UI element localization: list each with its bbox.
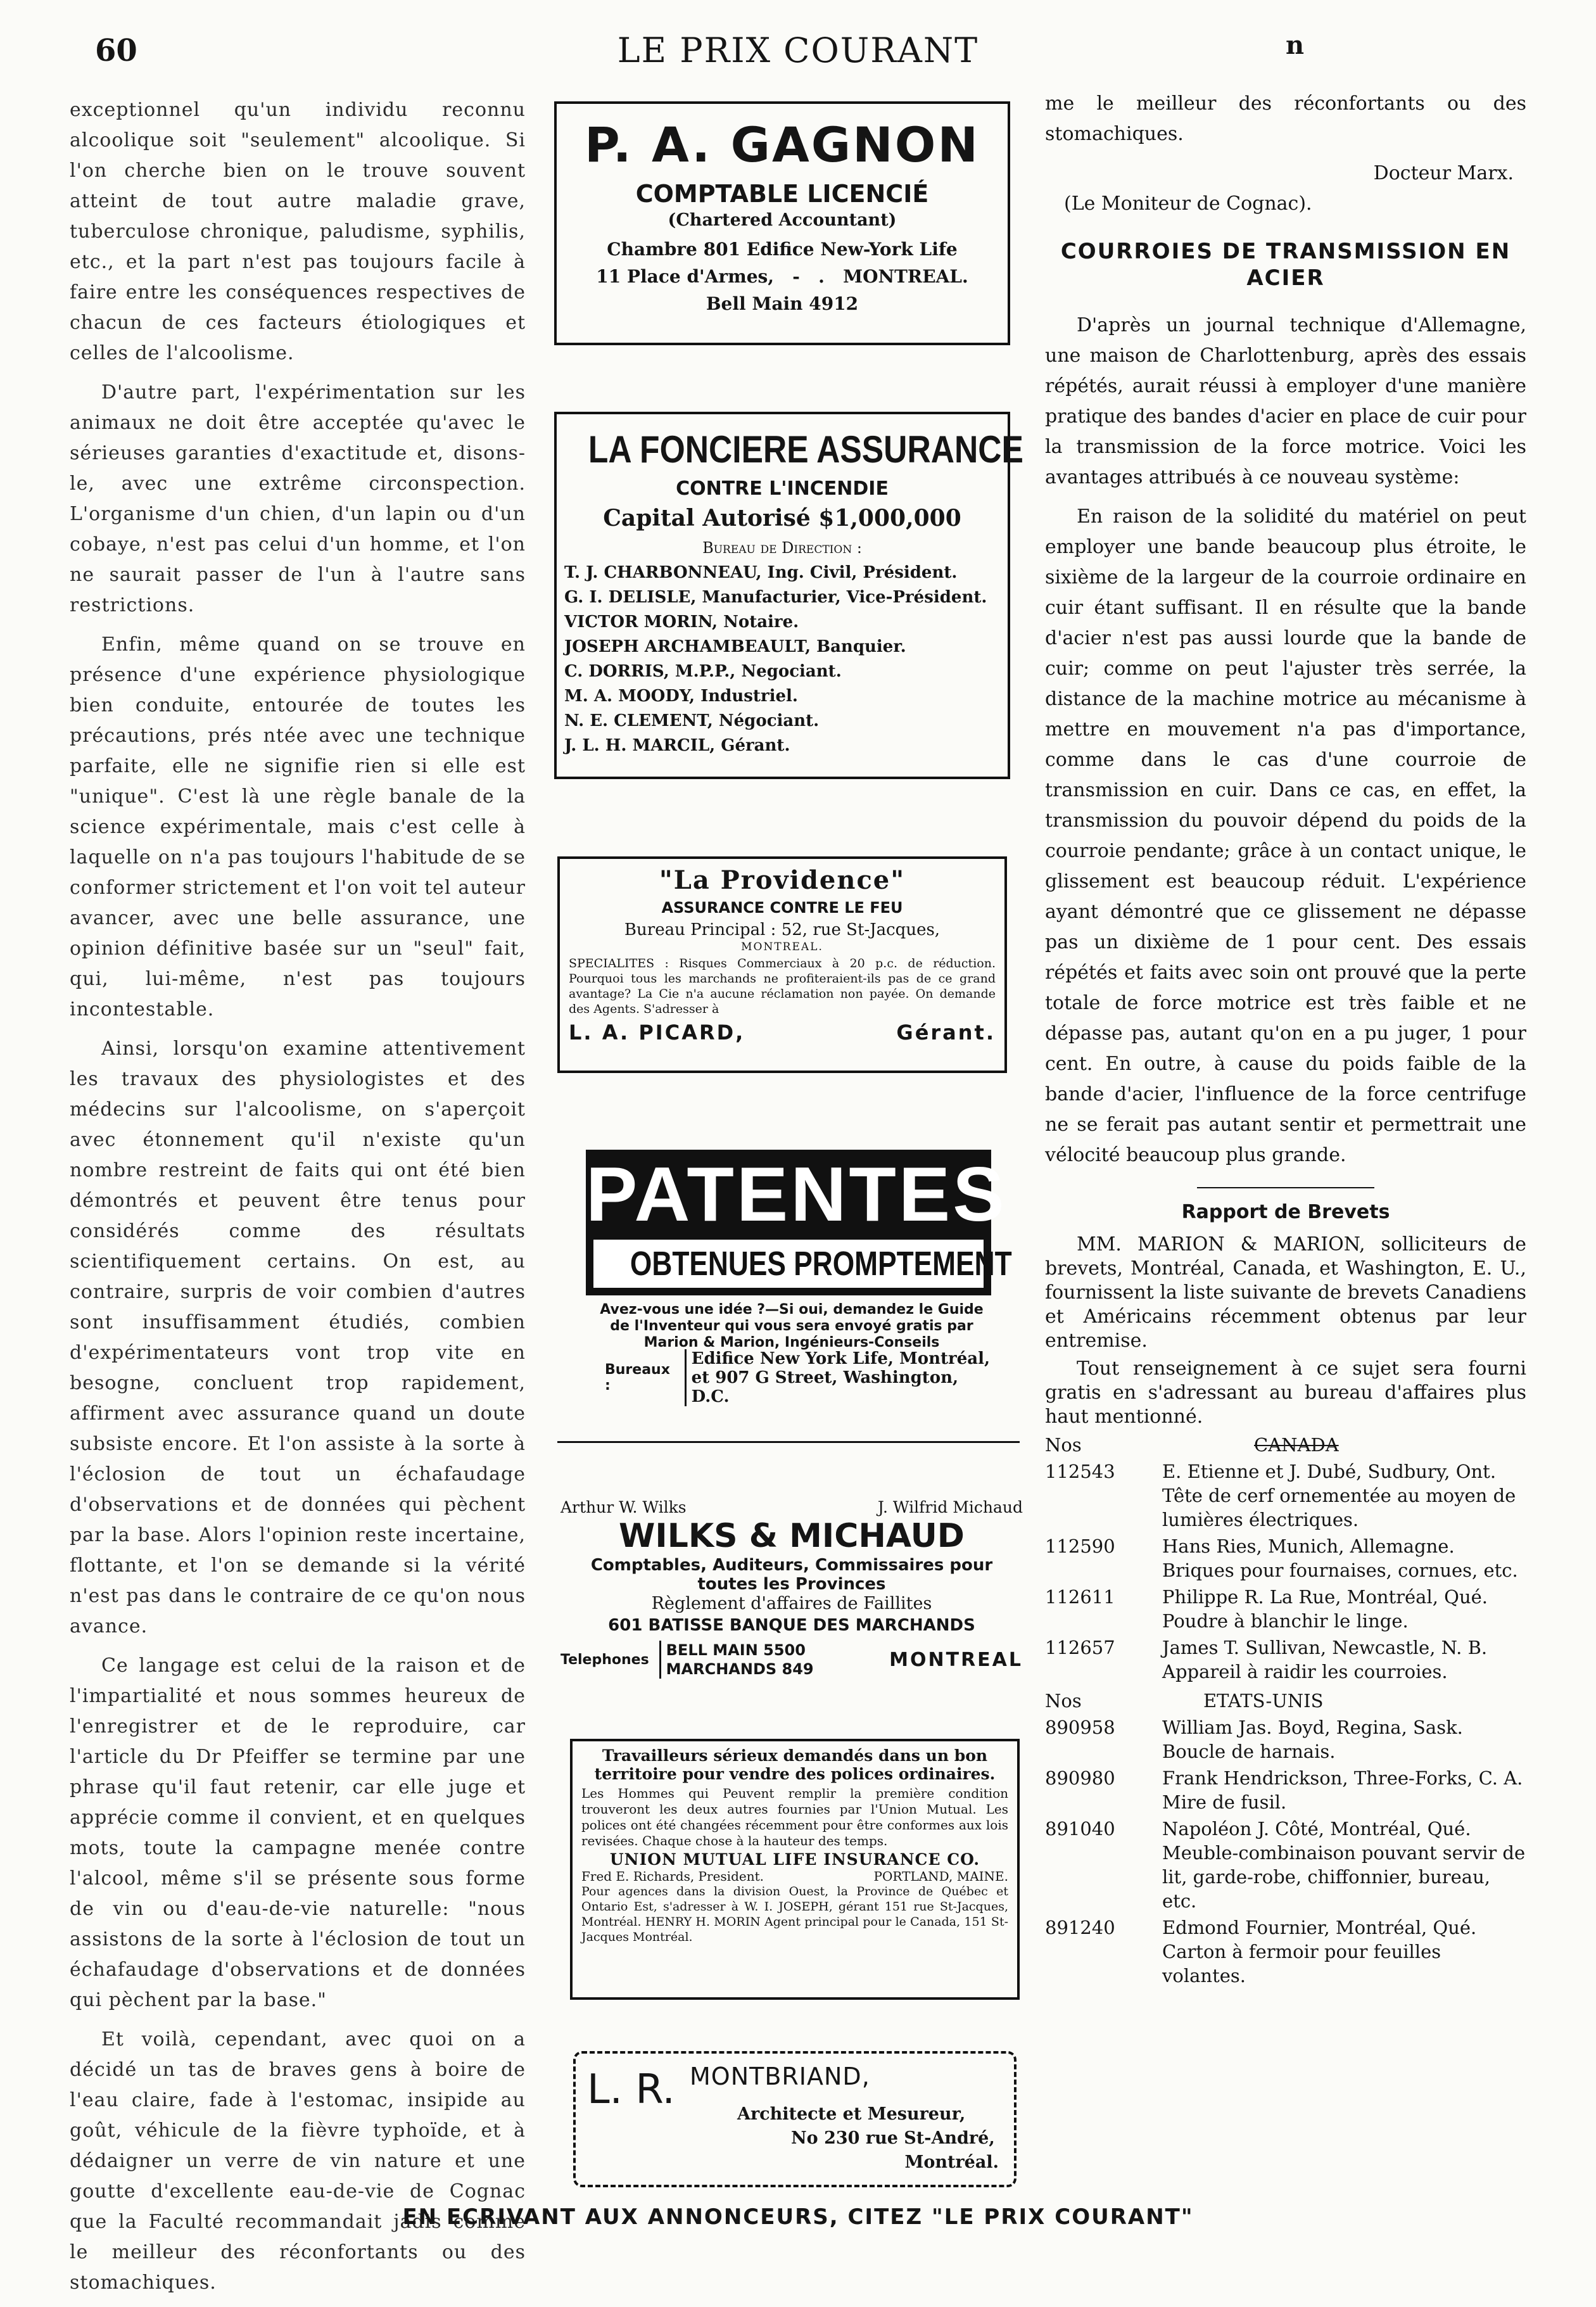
paragraph: me le meilleur des réconfortants ou des stomachiques. xyxy=(1045,92,1526,145)
patent-description: Frank Hendrickson, Three-Forks, C. A. Mire de fusil. xyxy=(1162,1767,1523,1813)
ad-location: PORTLAND, MAINE. xyxy=(873,1869,1008,1884)
patent-entry xyxy=(1045,1459,1526,1532)
article-heading: COURROIES DE TRANSMISSION EN ACIER xyxy=(1060,239,1511,291)
paragraph: Et voilà, cependant, avec quoi on a décidé un tas de braves gens à boire de l'eau claire, fade à l'estomac, insipide au goût, véhicule de la fièvre typhoïde, et à dédaigner un verre de vin nature et une goutte d'excellente eau-de-vie de Cognac que la Faculté recommandait jadis comme le meilleur des réconfortants ou des stomachiques. xyxy=(70,2028,526,2294)
ad-union-mutual xyxy=(570,1739,1020,2000)
ad-name: MONTBRIAND, xyxy=(690,2062,870,2090)
patent-entry xyxy=(1045,1766,1526,1814)
patent-number: 891040 xyxy=(1045,1818,1115,1840)
paragraph: exceptionnel qu'un individu reconnu alcoolique soit "seulement" alcoolique. Si l'on cherche bien on le trouve souvent atteint de tout autre maladie grave, tuberculose chronique, paludisme, syphilis, etc., et la part n'est pas toujours facile à faire entre les conséquences respectives de chacun de ces facteurs étiologiques et celles de l'alcoolisme. xyxy=(70,99,526,364)
nos-label: Nos xyxy=(1045,1434,1082,1456)
ad-name: LA FONCIERE ASSURANCE xyxy=(588,428,1023,471)
patent-entry xyxy=(1045,1916,1526,1988)
ad-initials: L. R. xyxy=(587,2066,675,2113)
patent-number: 112590 xyxy=(1045,1535,1115,1557)
ad-name: P. A. GAGNON xyxy=(584,117,980,173)
paragraph: D'autre part, l'expérimentation sur les animaux ne doit être acceptée qu'avec le sérieuses garanties d'exactitude et, disons-le, avec une extrême circonspection. L'organisme d'un chien, d'un lapin ou d'un cobaye, n'est pas celui d'un homme, et l'on ne saurait passer de l'un à l'autre sans restrictions. xyxy=(70,381,526,616)
director-entry: C. DORRIS, M.P.P., Negociant. xyxy=(564,662,842,681)
ad-company: UNION MUTUAL LIFE INSURANCE CO. xyxy=(609,1850,980,1869)
page-mark: n xyxy=(1286,30,1305,60)
ad-name: "La Providence" xyxy=(659,865,906,895)
patent-entry xyxy=(1045,1534,1526,1582)
director-entry: M. A. MOODY, Industriel. xyxy=(564,687,798,706)
patent-description: Hans Ries, Munich, Allemagne. Briques pour fournaises, cornues, etc. xyxy=(1162,1535,1518,1581)
page-number: 60 xyxy=(95,33,137,68)
paragraph: D'après un journal technique d'Allemagne, une maison de Charlottenburg, après des essais répétés, aurait réussi à employer d'une manière pratique des bandes d'acier en place de cuir pour la transmission de la force motrice. Voici les avantages attribués à ce nouveau système: xyxy=(1045,314,1526,488)
patentes-text: Avez-vous une idée ?—Si oui, demandez le Guide de l'Inventeur qui vous sera envoyé gratis par Marion & Marion, Ingénieurs-Conseils xyxy=(600,1302,984,1351)
tel-1: BELL MAIN 5500 xyxy=(666,1641,806,1659)
patent-description: Napoléon J. Côté, Montréal, Qué. Meuble-combinaison pouvant servir de lit, garde-robe, chiffonnier, bureau, etc. xyxy=(1162,1818,1526,1912)
page-header xyxy=(0,28,1596,79)
ad-city: MONTREAL. xyxy=(741,941,823,953)
patentes-banner xyxy=(586,1150,1012,1295)
director-entry: J. L. H. MARCIL, Gérant. xyxy=(564,736,790,755)
right-column xyxy=(1045,89,1526,1990)
ad-line: Architecte et Mesureur, xyxy=(737,2104,966,2124)
ad-address: 601 BATISSE BANQUE DES MARCHANDS xyxy=(608,1616,975,1635)
bureaux-label: Bureaux : xyxy=(605,1362,670,1394)
bureaux-address-2: et 907 G Street, Washington, D.C. xyxy=(691,1368,959,1406)
paragraph: Ainsi, lorsqu'on examine attentivement les travaux des physiologistes et des médecins sur l'alcoolisme, on s'aperçoit avec étonnement qu'il n'existe qu'un nombre restreint de faits qui ont été bien démontrés et peuvent être tenus pour considérés comme des résultats scientifiquement certains. On est, au contraire, surpris de voir combien d'autres sont insuffisamment étudiés, combien d'expérimentateurs vont trop vite en besogne, concluent trop rapidement, affirment avec assurance quand un doute subsiste encore. Et l'on assiste à la sorte à l'éclosion de tout un échafaudage d'observations et de données qui pèchent par la base. Alors l'opinion reste incertaine, flottante, et l'on se demande si la vérité n'est pas dans le contraire de ce qu'on nous avance. xyxy=(70,1038,526,1637)
tel-label: Telephones xyxy=(560,1651,649,1668)
signature-title: Gérant. xyxy=(896,1020,996,1045)
ad-montbriand xyxy=(573,2051,1016,2187)
ad-fonciere xyxy=(554,412,1023,779)
partner-right: J. Wilfrid Michaud xyxy=(877,1498,1023,1516)
ad-name: WILKS & MICHAUD xyxy=(619,1517,965,1555)
patent-number: 890980 xyxy=(1045,1767,1115,1789)
ad-address: Chambre 801 Edifice New-York Life xyxy=(607,239,958,260)
brevets-note: Tout renseignement à ce sujet sera fourni gratis en s'adressant au bureau d'affaires plus haut mentionné. xyxy=(1045,1357,1526,1428)
director-entry: N. E. CLEMENT, Négociant. xyxy=(564,711,820,730)
brevets-intro: MM. MARION & MARION, solliciteurs de brevets, Montréal, Canada, et Washington, E. U., fournissent la liste suivante de brevets Canadiens et Américains récemment obtenus par leur entremise. xyxy=(1045,1233,1526,1352)
canada-header xyxy=(1045,1433,1526,1457)
ad-city: MONTREAL xyxy=(889,1648,1023,1671)
journal-title: LE PRIX COURANT xyxy=(617,30,979,70)
patentes-bureaux xyxy=(605,1349,998,1406)
ad-bureau: Bureau de Direction : xyxy=(702,539,862,557)
ad-subtitle: (Chartered Accountant) xyxy=(668,210,897,230)
patent-entry xyxy=(1045,1636,1526,1684)
director-entry: JOSEPH ARCHAMBEAULT, Banquier. xyxy=(564,637,906,656)
paragraph: Ce langage est celui de la raison et de l'impartialité et nous sommes heureux de l'enregistrer et de le reproduire, car l'article du Dr Pfeiffer se termine par une phrase qu'il faut retenir, car elle juge et apprécie comme il convient, et en quelques mots, toute la campagne menée contre l'alcool, même s'il se présente sous forme de vin ou d'eau-de-vie naturelle: "nous assistons de la sorte à l'éclosion de tout un échafaudage d'observations et de données qui pèchent par la base." xyxy=(70,1655,526,2011)
partner-left: Arthur W. Wilks xyxy=(560,1498,687,1516)
patent-entry xyxy=(1045,1817,1526,1913)
ad-title: Travailleurs sérieux demandés dans un bon territoire pour vendre des polices ordinaires. xyxy=(594,1746,996,1783)
patent-description: E. Etienne et J. Dubé, Sudbury, Ont. Tête de cerf ornementée au moyen de lumières électriques. xyxy=(1162,1461,1516,1530)
paragraph: En raison de la solidité du matériel on peut employer une bande beaucoup plus étroite, le sixième de la largeur de la courroie ordinaire en cuir étant suffisant. Il en résulte que la bande d'acier n'est pas aussi lourde que la bande de cuir; comme on peut l'ajuster très serrée, la distance de la machine motrice au mécanisme à mettre en mouvement n'a pas d'importance, comme dans le cas d'une courroie de transmission en cuir. Dans ce cas, en effet, la transmission du pouvoir dépend du poids de la courroie pendante; grâce à un contact unique, le glissement est beaucoup réduit. L'expérience ayant démontré que ce glissement ne dépasse pas un dixième de 1 pour cent. Des essais répétés et faits avec soin ont prouvé que la perte totale de force motrice est très faible et ne dépasse pas, autant qu'on en a pu juger, 1 pour cent. En outre, à cause du poids faible de la bande d'acier, l'influence de la force centrifuge ne se ferait pas autant sentir et permettrait une vélocité beaucoup plus grande. xyxy=(1045,505,1526,1166)
patent-description: James T. Sullivan, Newcastle, N. B. Appareil à raidir les courroies. xyxy=(1162,1637,1488,1682)
canada-label: CANADA xyxy=(1254,1434,1339,1456)
tel-2: MARCHANDS 849 xyxy=(666,1660,814,1678)
patent-description: William Jas. Boyd, Regina, Sask. Boucle de harnais. xyxy=(1162,1717,1463,1762)
patentes-sub-box xyxy=(593,1240,1012,1288)
ad-wilks xyxy=(560,1498,1023,1679)
patent-number: 112543 xyxy=(1045,1461,1115,1482)
source: (Le Moniteur de Cognac). xyxy=(1064,193,1312,215)
divider xyxy=(557,1441,1020,1443)
brevets-heading: Rapport de Brevets xyxy=(1181,1201,1390,1223)
ad-line: ASSURANCE CONTRE LE FEU xyxy=(661,899,903,917)
us-patent-list xyxy=(1045,1715,1526,1988)
ad-address-city: 11 Place d'Armes, - . MONTREAL. xyxy=(596,266,968,287)
ad-bureau: Bureau Principal : 52, rue St-Jacques, xyxy=(624,920,940,939)
ad-providence xyxy=(557,856,1007,1073)
director-entry: T. J. CHARBONNEAU, Ing. Civil, Président. xyxy=(564,563,958,582)
patent-description: Edmond Fournier, Montréal, Qué. Carton à fermoir pour feuilles volantes. xyxy=(1162,1917,1477,1986)
canada-patent-list xyxy=(1045,1459,1526,1684)
ad-text: Les Hommes qui Peuvent remplir la première condition trouveront les deux autres fournies par l'Union Mutual. Les polices ont été changées récemment pour être conformes aux lois revisées. Chaque chose à la hauteur des temps. xyxy=(581,1786,1008,1848)
bureaux-address-1: Edifice New York Life, Montréal, xyxy=(691,1349,991,1368)
page-footer: EN ECRIVANT AUX ANNONCEURS, CITEZ "LE PRIX COURANT" xyxy=(402,2204,1194,2230)
directors-list xyxy=(557,561,1008,758)
ad-line: CONTRE L'INCENDIE xyxy=(676,478,889,500)
ad-phone: Bell Main 4912 xyxy=(706,293,859,314)
patent-number: 891240 xyxy=(1045,1917,1115,1938)
paragraph: Enfin, même quand on se trouve en présence d'une expérience physiologique bien conduite, entourée de toutes les précautions, prés ntée avec une technique parfaite, elle ne signifie rien si elle est "unique". C'est là une règle banale de la science expérimentale, mais c'est celle à laquelle on n'a pas toujours l'habitude de se conformer strictement et l'on voit tel auteur avancer, avec une belle assurance, une opinion définitive basée sur un "seul" fait, qui, lui-même, n'est pas toujours incontestable. xyxy=(70,633,526,1020)
ad-line: Comptables, Auditeurs, Commissaires pour toutes les Provinces xyxy=(590,1556,993,1594)
ad-text: Pour agences dans la division Ouest, la Province de Québec et Ontario Est, s'adresser à W. I. JOSEPH, gérant 151 rue St-Jacques, Montréal. HENRY H. MORIN Agent principal pour le Canada, 151 St-Jacques Montréal. xyxy=(581,1884,1008,1944)
patent-number: 890958 xyxy=(1045,1717,1115,1738)
signature: Docteur Marx. xyxy=(1373,162,1514,184)
left-column xyxy=(70,95,526,2307)
us-header xyxy=(1045,1689,1526,1713)
ad-title: COMPTABLE LICENCIÉ xyxy=(635,180,929,208)
ad-president: Fred E. Richards, President. xyxy=(581,1869,764,1884)
patent-description: Philippe R. La Rue, Montréal, Qué. Poudre à blanchir le linge. xyxy=(1162,1586,1488,1632)
patentes-subtitle: OBTENUES PROMPTEMENT xyxy=(630,1245,1012,1283)
patent-entry xyxy=(1045,1585,1526,1633)
ad-line: No 230 rue St-André, xyxy=(791,2128,995,2148)
director-entry: G. I. DELISLE, Manufacturier, Vice-Président. xyxy=(564,588,987,607)
signature-name: L. A. PICARD, xyxy=(569,1020,745,1045)
nos-label: Nos xyxy=(1045,1690,1082,1712)
ad-capital: Capital Autorisé $1,000,000 xyxy=(603,505,961,531)
ad-line: Règlement d'affaires de Faillites xyxy=(651,1594,932,1613)
ad-gagnon xyxy=(554,101,1010,345)
patentes-title: PATENTES xyxy=(586,1151,1007,1237)
patent-entry xyxy=(1045,1715,1526,1764)
ad-text: SPECIALITES : Risques Commerciaux à 20 p.c. de réduction. Pourquoi tous les marchands ne profiteraient-ils pas de ce grand avantage? La Cie n'a aucune réclamation non payée. On demande des Agents. S'adresser à xyxy=(569,956,996,1016)
patent-number: 112657 xyxy=(1045,1637,1115,1658)
ad-line: Montréal. xyxy=(904,2152,999,2172)
divider xyxy=(1197,1187,1374,1188)
us-label: ETATS-UNIS xyxy=(1203,1690,1324,1712)
director-entry: VICTOR MORIN, Notaire. xyxy=(564,613,799,632)
ad-signature xyxy=(569,1020,996,1045)
patent-number: 112611 xyxy=(1045,1586,1115,1608)
